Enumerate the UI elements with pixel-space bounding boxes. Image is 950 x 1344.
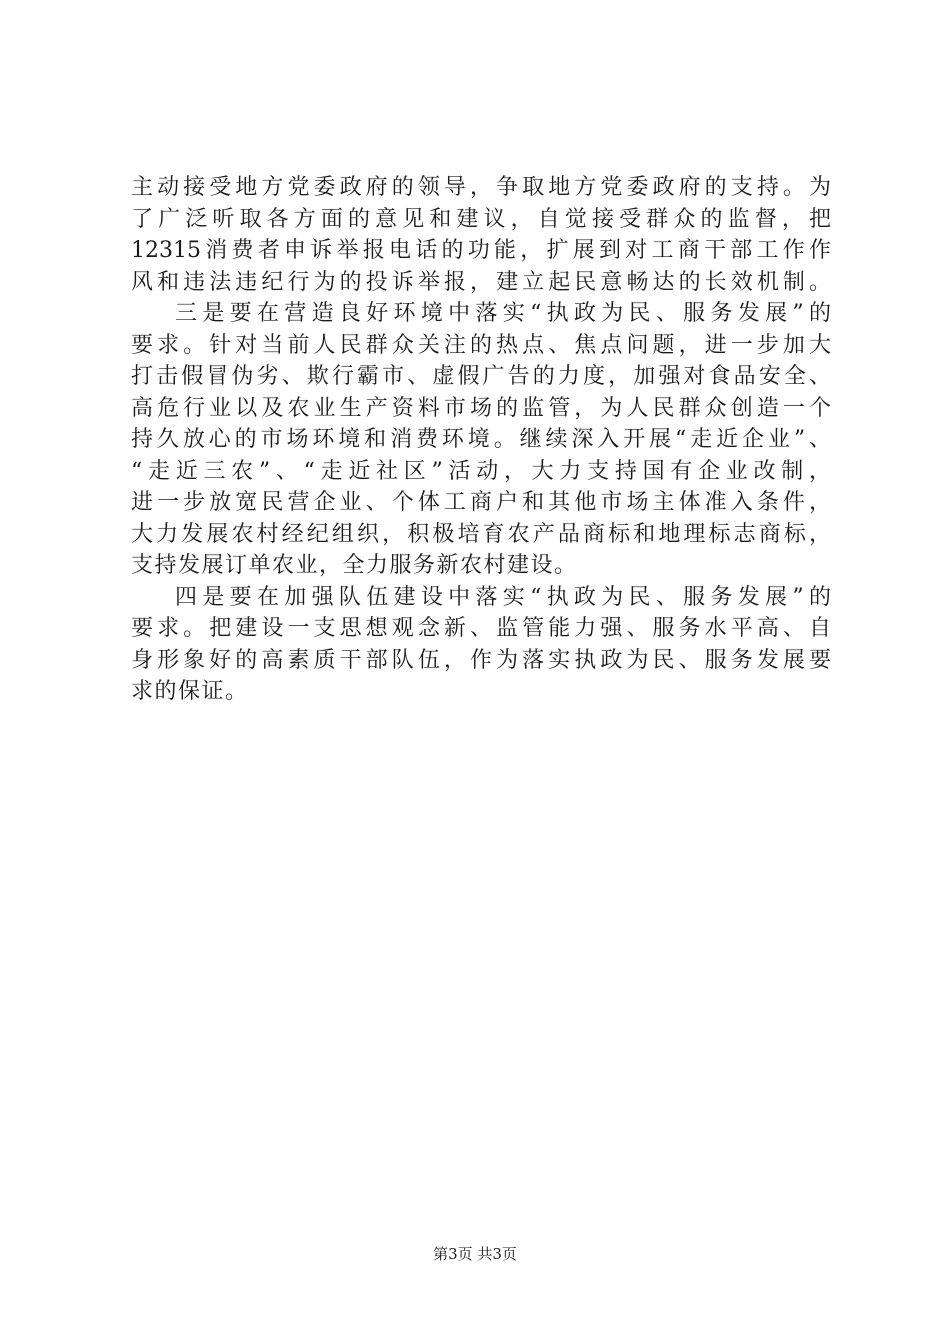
text-line-9: 持久放心的市场环境和消费环境。继续深入开展“走近企业”、	[131, 427, 831, 452]
text-line-8: 高危行业以及农业生产资料市场的监管，为人民群众创造一个	[131, 395, 831, 421]
text-line-6: 要求。针对当前人民群众关注的热点、焦点问题，进一步加大	[131, 332, 831, 358]
text-line-14: 四是要在加强队伍建设中落实“执政为民、服务发展”的	[175, 584, 831, 610]
text-line-17: 求的保证。	[131, 679, 249, 704]
text-line-2: 了广泛听取各方面的意见和建议，自觉接受群众的监督，把	[131, 206, 831, 232]
text-line-13: 支持发展订单农业，全力服务新农村建设。	[131, 553, 578, 578]
text-line-4: 风和违法违纪行为的投诉举报，建立起民意畅达的长效机制。	[131, 269, 831, 295]
text-line-7: 打击假冒伪劣、欺行霸市、虚假广告的力度，加强对食品安全、	[131, 364, 831, 389]
text-line-16: 身形象好的高素质干部队伍，作为落实执政为民、服务发展要	[131, 647, 831, 673]
document-body	[131, 172, 831, 708]
text-line-1: 主动接受地方党委政府的领导，争取地方党委政府的支持。为	[131, 175, 831, 200]
text-line-3: 12315消费者申诉举报电话的功能，扩展到对工商干部工作作	[131, 238, 831, 263]
text-line-5: 三是要在营造良好环境中落实“执政为民、服务发展”的	[175, 301, 831, 326]
text-line-15: 要求。把建设一支思想观念新、监管能力强、服务水平高、自	[131, 616, 831, 641]
text-line-11: 进一步放宽民营企业、个体工商户和其他市场主体准入条件，	[131, 490, 831, 515]
page-footer: 第3页 共3页	[433, 1245, 517, 1263]
text-line-10: “走近三农”、“走近社区”活动，大力支持国有企业改制，	[131, 458, 831, 484]
text-line-12: 大力发展农村经纪组织，积极培育农产品商标和地理标志商标，	[131, 521, 831, 547]
